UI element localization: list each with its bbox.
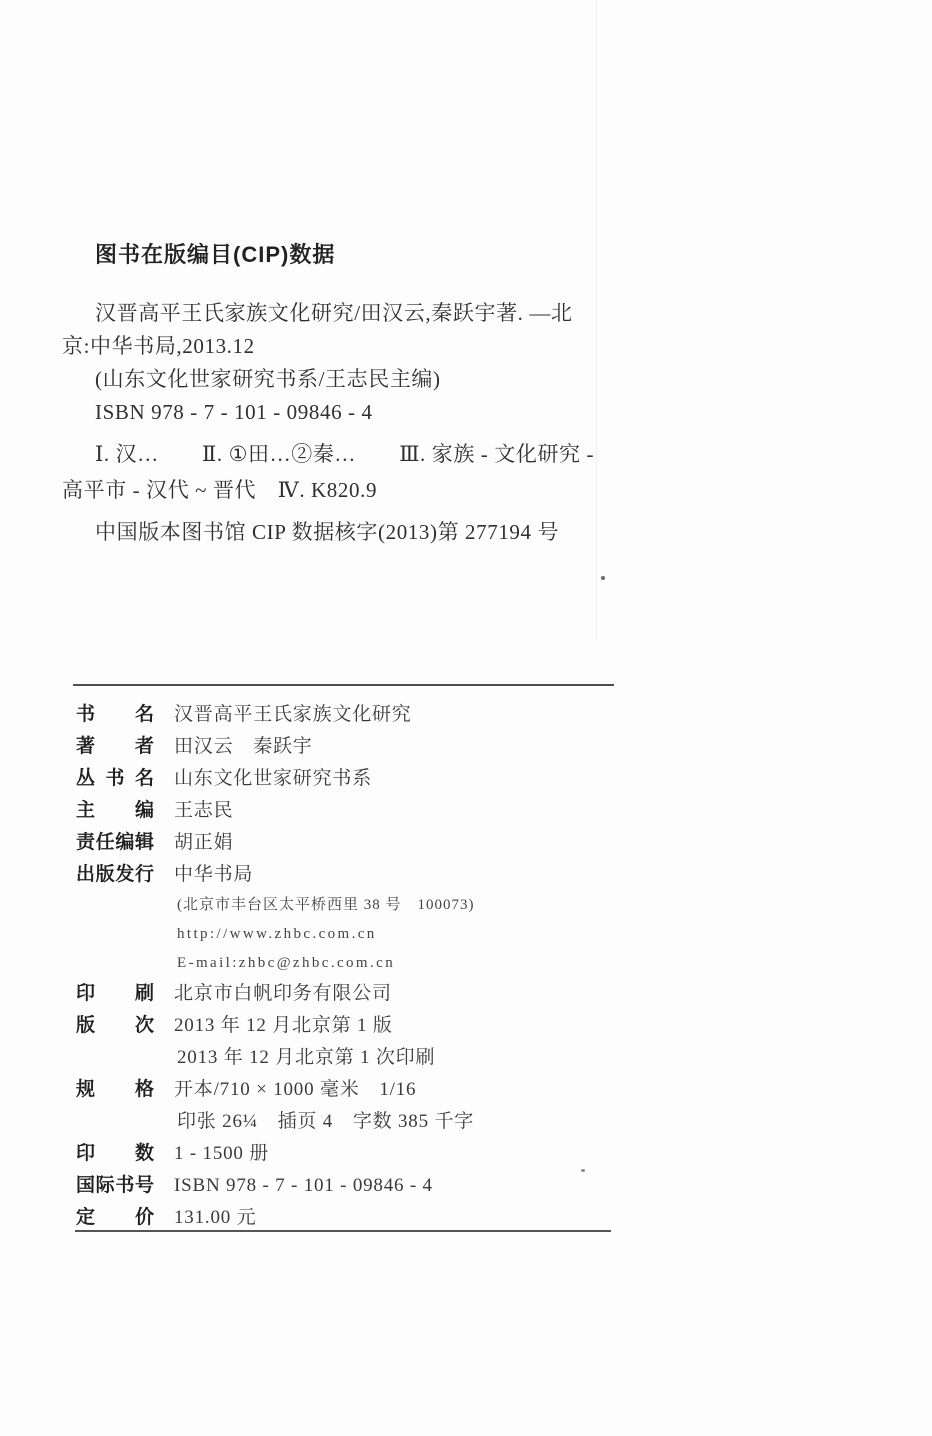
row-value: 1 - 1500 册 [174,1143,270,1164]
colophon-row-editor [76,827,614,859]
cip-line: 高平市 - 汉代 ~ 晋代 Ⅳ. K820.9 [62,478,378,502]
row-label: 版 次 [76,1015,154,1036]
row-value: 开本/710 × 1000 毫米 1/16 [174,1079,417,1100]
edition-printing: 2013 年 12 月北京第 1 次印刷 [177,1047,436,1068]
cip-line: ISBN 978 - 7 - 101 - 09846 - 4 [95,400,373,424]
row-value: 胡正娟 [174,832,234,853]
row-label: 国 际 书 号 [76,1175,154,1196]
scan-speck [601,576,605,580]
bottom-divider [75,1230,611,1232]
cip-line: 汉晋高平王氏家族文化研究/田汉云,秦跃宇著. —北 [95,301,573,325]
row-label: 著 者 [76,736,154,757]
colophon-row-isbn [76,1170,614,1202]
publisher-email: E-mail:zhbc@zhbc.com.cn [177,955,396,971]
cip-heading: 图书在版编目(CIP)数据 [95,242,336,267]
colophon-section [73,684,614,1234]
row-value: 131.00 元 [174,1207,257,1228]
row-label: 定 价 [76,1207,154,1228]
row-label: 主 编 [76,800,154,821]
cip-line: (山东文化世家研究书系/王志民主编) [95,367,441,391]
row-label: 书 名 [76,704,154,725]
row-value: 田汉云 秦跃宇 [174,736,313,757]
publisher-address: (北京市丰台区太平桥西里 38 号 100073) [177,897,475,913]
row-label: 出 版 发 行 [76,864,154,885]
row-label: 印 数 [76,1143,154,1164]
colophon-row-printer [76,978,614,1010]
colophon-row-edition [76,1010,614,1042]
scan-speck [581,1169,585,1172]
colophon-row-print-run [76,1138,614,1170]
row-value: ISBN 978 - 7 - 101 - 09846 - 4 [174,1175,433,1196]
colophon-row-format [76,1074,614,1106]
colophon-row-authors [76,731,614,763]
row-label: 责 任 编 辑 [76,832,154,853]
colophon-row-series [76,763,614,795]
row-value: 汉晋高平王氏家族文化研究 [174,704,412,725]
row-value: 北京市白帆印务有限公司 [174,983,392,1004]
colophon-row-chief-editor [76,795,614,827]
row-label: 印 刷 [76,983,154,1004]
row-value: 山东文化世家研究书系 [174,768,373,789]
scan-crease [596,0,597,640]
row-value: 2013 年 12 月北京第 1 版 [174,1015,393,1036]
row-label: 规 格 [76,1079,154,1100]
cip-line: 京:中华书局,2013.12 [62,334,255,358]
cip-line: 中国版本图书馆 CIP 数据核字(2013)第 277194 号 [95,520,560,544]
colophon-row-title [76,699,614,731]
format-sheets: 印张 26¼ 插页 4 字数 385 千字 [177,1111,475,1132]
colophon-row-publisher [76,859,614,891]
row-value: 王志民 [174,800,234,821]
row-value: 中华书局 [174,864,254,885]
row-label: 丛 书 名 [76,768,154,789]
cip-line: Ⅰ. 汉… Ⅱ. ①田…②秦… Ⅲ. 家族 - 文化研究 - [95,442,595,466]
publisher-website: http://www.zhbc.com.cn [177,926,377,942]
cip-section [62,240,662,549]
